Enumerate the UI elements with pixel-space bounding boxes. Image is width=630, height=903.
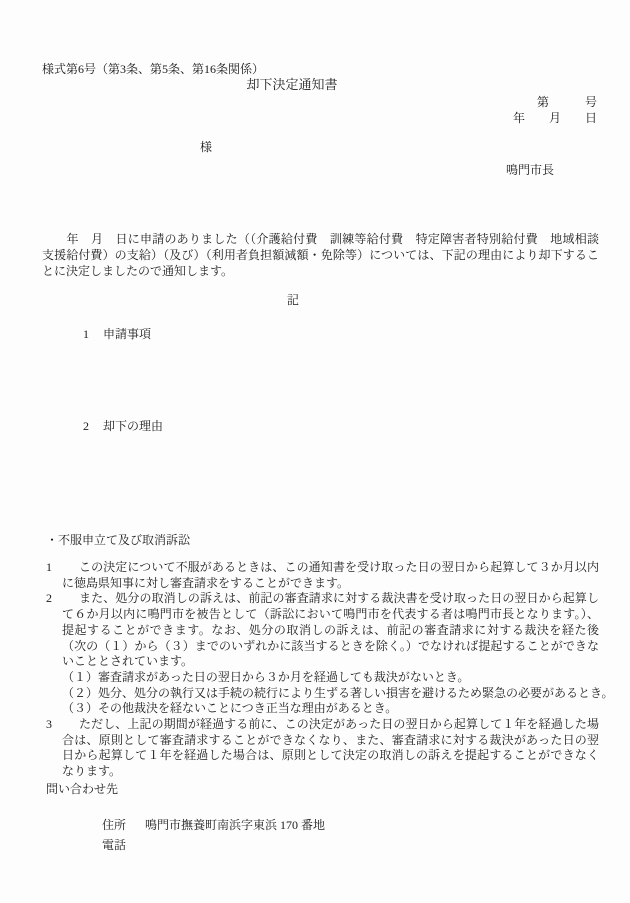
record-marker: 記	[286, 293, 299, 307]
section-number: 1	[83, 327, 89, 341]
contact-address-row	[102, 815, 325, 835]
issuer-name: 鳴門市長	[506, 163, 555, 177]
section-application-matters	[83, 326, 151, 342]
document-number-line: 第 号	[536, 95, 597, 109]
contact-phone-row	[102, 835, 325, 855]
address-label: 住所	[102, 818, 127, 832]
section-number: 2	[83, 419, 89, 433]
appeal-note-2-subitem-1: （１）審査請求があった日の翌日から３か月を経過しても裁決がないとき。	[62, 669, 470, 684]
appeal-note-2	[46, 591, 599, 670]
form-number-line: 様式第6号（第3条、第5条、第16条関係）	[42, 62, 265, 76]
address-value: 鳴門市撫養町南浜字東浜 170 番地	[145, 818, 326, 832]
contact-heading: 問い合わせ先	[46, 782, 119, 796]
phone-label: 電話	[102, 838, 127, 852]
appeal-note-number: 1	[46, 560, 52, 574]
appeal-note-2-subitem-3: （３）その他裁決を経ないことにつき正当な理由があるとき。	[62, 701, 398, 716]
section-rejection-reason	[83, 418, 163, 434]
appeal-notes-list	[46, 560, 614, 780]
appeal-note-text: また、処分の取消しの訴えは、前記の審査請求に対する裁決書を受け取った日の翌日から起算して６か月以内に鳴門市を被告として（訴訟において鳴門市を代表する者は鳴門市長となります。）、提起することができます。なお、処分の取消しの訴えは、前記の審査請求に対する裁決を経た後（次の（１）から（３）までのいずれかに該当するときを除く。）でなければ提起することができないこととされています。	[62, 591, 599, 669]
document-title: 却下決定通知書	[246, 77, 338, 92]
addressee-honorific: 様	[200, 140, 213, 154]
contact-info	[102, 815, 325, 855]
appeal-note-number: 2	[46, 591, 52, 606]
appeal-note-number: 3	[46, 717, 52, 732]
appeal-note-1	[46, 560, 599, 591]
appeal-note-text: ただし、上記の期間が経過する前に、この決定があった日の翌日から起算して１年を経過した場合は、原則として審査請求することができなくなり、また、審査請求に対する裁決があった日の翌日から起算して１年を経過した場合は、原則として決定の取消しの訴えを提起することができなくなります。	[62, 717, 599, 779]
appeal-note-3	[46, 717, 599, 780]
notification-body-paragraph: 年 月 日に申請のありました（（介護給付費 訓練等給付費 特定障害者特別給付費 地域相談支援給付費）の支給）（及び）（利用者負担額減額・免除等）については、下記の理由により却下することに決定しましたので通知します。	[42, 232, 599, 278]
section-label: 却下の理由	[103, 419, 164, 433]
appeal-note-text: この決定について不服があるときは、この通知書を受け取った日の翌日から起算して３か月以内に徳島県知事に対し審査請求をすることができます。	[62, 560, 599, 590]
section-label: 申請事項	[103, 327, 152, 341]
issue-date-line: 年 月 日	[512, 111, 597, 125]
appeal-note-2-subitem-2: （２）処分、処分の執行又は手続の続行により生ずる著しい損害を避けるため緊急の必要があるとき。	[62, 685, 614, 700]
appeal-section-heading: ・不服申立て及び取消訴訟	[46, 533, 191, 547]
